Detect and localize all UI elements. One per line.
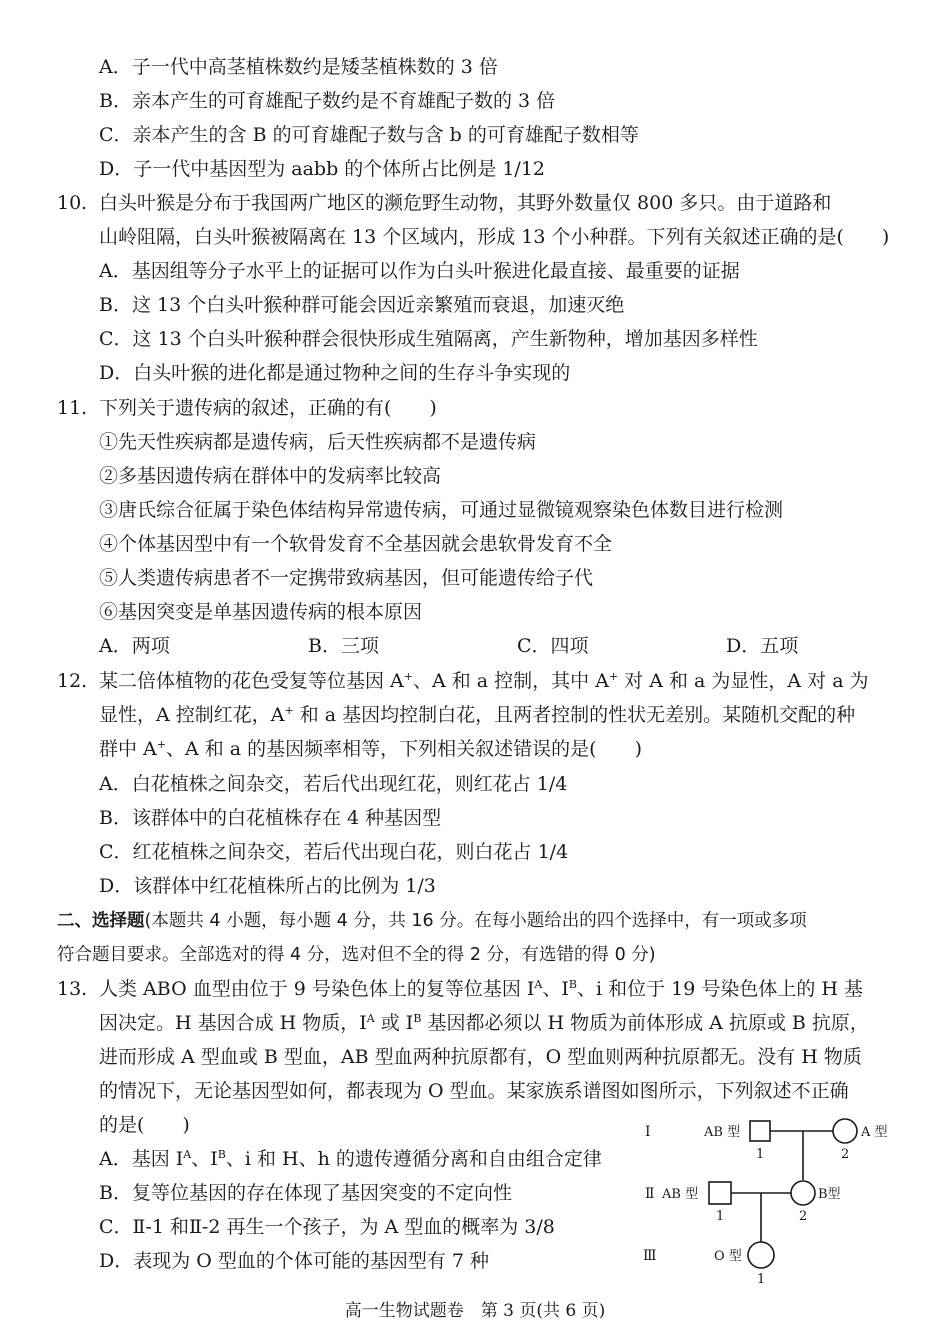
q11-stem: 下列关于遗传病的叙述，正确的有( ) xyxy=(99,397,437,419)
q9-option-b: B．亲本产生的可育雄配子数约是不育雄配子数的 3 倍 xyxy=(99,90,556,112)
pedigree-iii1-label: O 型 xyxy=(714,1249,742,1264)
q12-stem-line1: 某二倍体植物的花色受复等位基因 A+、A 和 a 控制，其中 A+ 对 A 和 a 为显性，A 对 a 为 xyxy=(99,670,869,692)
q13-stem-line5: 的是( ) xyxy=(99,1114,190,1136)
pedigree-i2-label: A 型 xyxy=(861,1125,888,1140)
q10-option-b: B．这 13 个白头叶猴种群可能会因近亲繁殖而衰退，加速灭绝 xyxy=(99,294,625,316)
pedigree-i1-male xyxy=(750,1121,770,1141)
q12-option-c: C．红花植株之间杂交，若后代出现白花，则白花占 1/4 xyxy=(99,841,569,863)
q10-number: 10. xyxy=(57,192,88,214)
q10-option-c: C．这 13 个白头叶猴种群会很快形成生殖隔离，产生新物种，增加基因多样性 xyxy=(99,328,758,350)
section2-title: 二、选择题 xyxy=(57,911,145,931)
q13-option-b: B．复等位基因的存在体现了基因突变的不定向性 xyxy=(99,1182,512,1204)
q12-option-d: D．该群体中红花植株所占的比例为 1/3 xyxy=(99,875,436,897)
q11-statement: ⑥基因突变是单基因遗传病的根本原因 xyxy=(99,601,423,623)
q12-number: 12. xyxy=(57,670,88,692)
q11-statement: ②多基因遗传病在群体中的发病率比较高 xyxy=(99,465,442,487)
section2-desc: 符合题目要求。全部选对的得 4 分，选对但不全的得 2 分，有选错的得 0 分) xyxy=(57,945,656,965)
q13-option-c: C．Ⅱ-1 和Ⅱ-2 再生一个孩子，为 A 型血的概率为 3/8 xyxy=(99,1216,555,1238)
q9-option-a: A．子一代中高茎植株数约是矮茎植株数的 3 倍 xyxy=(99,56,498,78)
q9-option-c: C．亲本产生的含 B 的可育雄配子数与含 b 的可育雄配子数相等 xyxy=(99,124,639,146)
q12-stem-line3: 群中 A+、A 和 a 的基因频率相等，下列相关叙述错误的是( ) xyxy=(99,738,642,760)
q12-option-b: B．该群体中的白花植株存在 4 种基因型 xyxy=(99,807,442,829)
pedigree-ii1-male xyxy=(709,1182,731,1204)
q11-number: 11. xyxy=(57,397,88,419)
q10-stem-line2: 山岭阻隔，白头叶猴被隔离在 13 个区域内，形成 13 个小种群。下列有关叙述正确的是( ) xyxy=(99,226,890,248)
q13-stem-line2: 因决定。H 基因合成 H 物质，$I^A$ 或 $I^B$ 基因都必须以 H 物质为前体形成 A 抗原或 B 抗原， xyxy=(99,1012,869,1034)
q10-option-d: D．白头叶猴的进化都是通过物种之间的生存斗争实现的 xyxy=(99,362,571,384)
q11-option-d: D．五项 xyxy=(726,635,799,657)
pedigree-ii2-female xyxy=(791,1181,815,1205)
q13-option-d: D．表现为 O 型血的个体可能的基因型有 7 种 xyxy=(99,1250,490,1272)
q10-option-a: A．基因组等分子水平上的证据可以作为白头叶猴进化最直接、最重要的证据 xyxy=(99,260,740,282)
page-footer: 高一生物试题卷 第 3 页(共 6 页) xyxy=(344,1301,606,1321)
q9-option-d: D．子一代中基因型为 aabb 的个体所占比例是 1/12 xyxy=(99,158,546,180)
pedigree-ii1-number: 1 xyxy=(716,1209,725,1224)
pedigree-ii2-number: 2 xyxy=(799,1209,808,1224)
pedigree-ii1-label: AB 型 xyxy=(662,1187,699,1202)
q11-statement: ⑤人类遗传病患者不一定携带致病基因，但可能遗传给子代 xyxy=(99,567,594,589)
q11-option-b: B．三项 xyxy=(308,635,379,657)
pedigree-iii1-female xyxy=(748,1242,774,1268)
q13-stem-line4: 的情况下，无论基因型如何，都表现为 O 型血。某家族系谱图如图所示，下列叙述不正确 xyxy=(99,1080,849,1102)
pedigree-i2-female xyxy=(833,1119,857,1143)
pedigree-i2-number: 2 xyxy=(841,1147,850,1162)
q13-option-a: A．基因 $I^A$、$I^B$、i 和 H、h 的遗传遵循分离和自由组合定律 xyxy=(99,1148,602,1170)
section2-header: 二、选择题(本题共 4 小题，每小题 4 分，共 16 分。在每小题给出的四个选择中，有一项或多项 xyxy=(57,911,807,931)
q11-statement: ③唐氏综合征属于染色体结构异常遗传病，可通过显微镜观察染色体数目进行检测 xyxy=(99,499,784,521)
q11-option-a: A．两项 xyxy=(99,635,170,657)
q12-option-a: A．白花植株之间杂交，若后代出现红花，则红花占 1/4 xyxy=(99,773,568,795)
q11-statement: ④个体基因型中有一个软骨发育不全基因就会患软骨发育不全 xyxy=(99,533,613,555)
pedigree-ii2-label: B型 xyxy=(818,1187,841,1202)
pedigree-gen-iii: Ⅲ xyxy=(643,1248,657,1264)
pedigree-i1-number: 1 xyxy=(756,1147,765,1162)
q12-stem-line2: 显性，A 控制红花，A+ 和 a 基因均控制白花，且两者控制的性状无差别。某随机交配的种 xyxy=(99,704,856,726)
q10-stem-line1: 白头叶猴是分布于我国两广地区的濒危野生动物，其野外数量仅 800 多只。由于道路和 xyxy=(99,192,832,214)
pedigree-gen-i: Ⅰ xyxy=(645,1124,651,1140)
pedigree-gen-ii: Ⅱ xyxy=(645,1186,655,1202)
q13-stem-line1: 人类 ABO 血型由位于 9 号染色体上的复等位基因 $I^A$、$I^B$、i 和位于 19 号染色体上的 H 基 xyxy=(99,978,863,1000)
pedigree-chart xyxy=(630,1112,900,1292)
q13-number: 13. xyxy=(57,978,88,1000)
pedigree-iii1-number: 1 xyxy=(757,1272,766,1287)
q11-statement: ①先天性疾病都是遗传病，后天性疾病都不是遗传病 xyxy=(99,431,537,453)
q13-stem-line3: 进而形成 A 型血或 B 型血，AB 型血两种抗原都有，O 型血则两种抗原都无。没有 H 物质 xyxy=(99,1046,862,1068)
q11-option-c: C．四项 xyxy=(517,635,589,657)
pedigree-i1-label: AB 型 xyxy=(704,1125,741,1140)
